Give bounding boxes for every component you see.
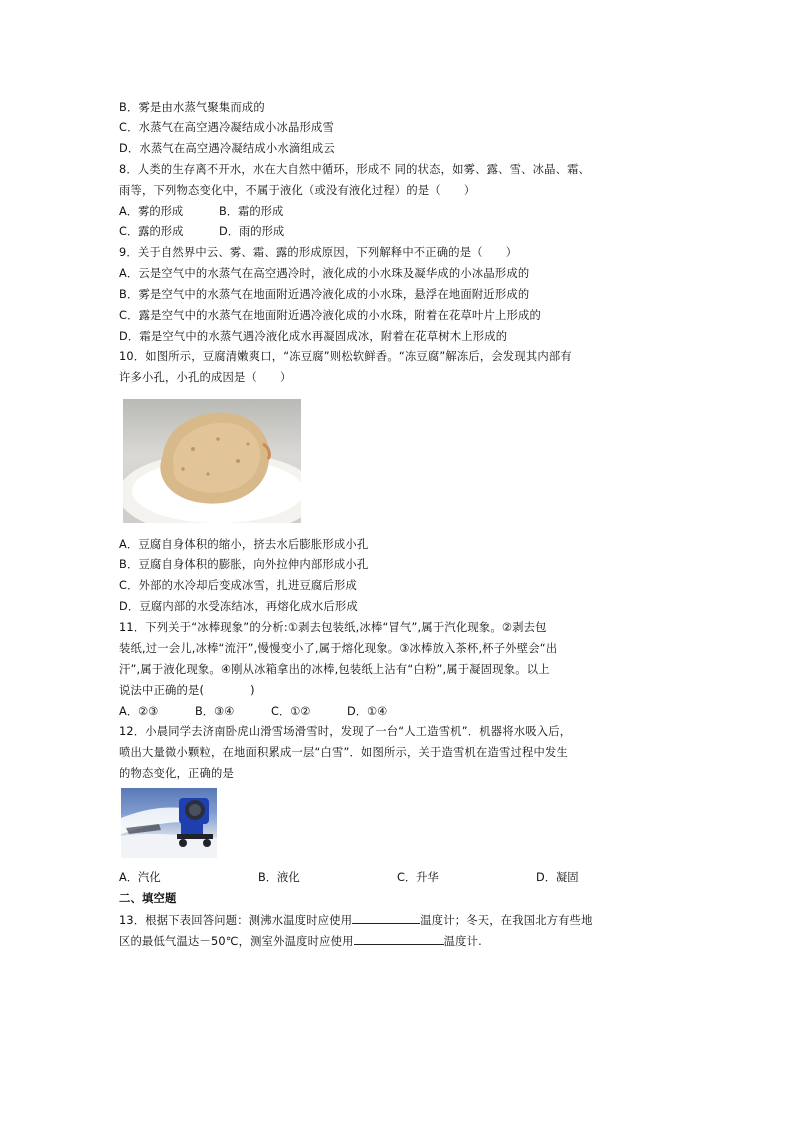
- question-8-text: 8．人类的生存离不开水，水在大自然中循环，形成不 同的状态，如雾、露、雪、冰晶、霜、: [119, 163, 591, 176]
- option-line: D．水蒸气在高空遇冷凝结成小水滴组成云: [119, 142, 335, 155]
- question-13-part: 13．根据下表回答问题：测沸水温度时应使用: [119, 914, 353, 927]
- option-b: B．液化: [258, 871, 300, 884]
- question-12-options: [119, 871, 579, 885]
- question-11-text: 11．下列关于“冰棒现象”的分析:①剥去包装纸,冰棒“冒气”,属于汽化现象。②剥去包: [119, 621, 547, 634]
- question-11-text: 装纸,过一会儿,冰棒“流汗”,慢慢变小了,属于熔化现象。③冰棒放入茶杯,杯子外壁会“出: [119, 642, 558, 655]
- frozen-tofu-photo: [123, 399, 301, 523]
- tofu-illustration: [123, 399, 301, 523]
- option-b: B．霜的形成: [219, 205, 284, 218]
- question-11-text: 说法中正确的是( ): [119, 684, 255, 697]
- option-d: D．雨的形成: [219, 225, 285, 238]
- option-b: B．③④: [195, 705, 235, 718]
- option-line: C．水蒸气在高空遇冷凝结成小冰晶形成雪: [119, 121, 335, 134]
- answer-blank[interactable]: [354, 933, 444, 945]
- option-a: A．云是空气中的水蒸气在高空遇冷时，液化成的小水珠及凝华成的小冰晶形成的: [119, 267, 530, 280]
- option-a: A．豆腐自身体积的缩小，挤去水后膨胀形成小孔: [119, 538, 369, 551]
- option-d: D．①④: [347, 705, 388, 718]
- question-13-text: [119, 912, 593, 928]
- option-a: A．汽化: [119, 871, 161, 884]
- question-12-text: 的物态变化，正确的是: [119, 767, 234, 780]
- question-13-part: 温度计；冬天，在我国北方有些地: [420, 914, 593, 927]
- option-line: B．雾是由水蒸气聚集而成的: [119, 101, 265, 114]
- question-13-part: 区的最低气温达－50℃，测室外温度时应使用: [119, 935, 354, 948]
- option-d: D．凝固: [536, 871, 579, 884]
- question-8-options: [119, 205, 283, 219]
- snow-machine-illustration: [121, 788, 217, 858]
- question-13-text: [119, 933, 482, 949]
- option-a: A．雾的形成: [119, 205, 184, 218]
- answer-blank[interactable]: [352, 912, 420, 924]
- option-b: B．豆腐自身体积的膨胀，向外拉伸内部形成小孔: [119, 558, 369, 571]
- question-12-text: 喷出大量微小颗粒，在地面积累成一层“白雪”．如图所示，关于造雪机在造雪过程中发生: [119, 746, 568, 759]
- section-heading: 二、填空题: [119, 892, 177, 905]
- option-d: D．霜是空气中的水蒸气遇冷液化成水再凝固成冰，附着在花草树木上形成的: [119, 330, 508, 343]
- option-c: C．①②: [271, 705, 311, 718]
- question-11-text: 汗”,属于液化现象。④刚从冰箱拿出的冰棒,包装纸上沾有“白粉”,属于凝固现象。以上: [119, 663, 550, 676]
- question-9-text: 9．关于自然界中云、雾、霜、露的形成原因，下列解释中不正确的是（ ）: [119, 246, 518, 259]
- question-12-text: 12．小晨同学去济南卧虎山滑雪场滑雪时，发现了一台“人工造雪机”．机器将水吸入后，: [119, 725, 572, 738]
- question-13-part: 温度计.: [443, 935, 482, 948]
- option-a: A．②③: [119, 705, 159, 718]
- question-10-text: 10．如图所示，豆腐清嫩爽口，“冻豆腐”则松软鲜香。“冻豆腐”解冻后，会发现其内部有: [119, 350, 572, 363]
- option-c: C．外部的水冷却后变成冰雪，扎进豆腐后形成: [119, 579, 358, 592]
- option-c: C．露是空气中的水蒸气在地面附近遇冷液化成的小水珠，附着在花草叶片上形成的: [119, 309, 541, 322]
- snow-machine-photo: [121, 788, 217, 858]
- option-c: C．升华: [397, 871, 439, 884]
- question-10-text: 许多小孔，小孔的成因是（ ）: [119, 371, 292, 384]
- option-c: C．露的形成: [119, 225, 184, 238]
- option-d: D．豆腐内部的水受冻结冰，再熔化成水后形成: [119, 600, 358, 613]
- option-b: B．雾是空气中的水蒸气在地面附近遇冷液化成的小水珠，悬浮在地面附近形成的: [119, 288, 530, 301]
- question-11-options: [119, 705, 387, 719]
- question-8-options: [119, 225, 284, 239]
- question-8-text: 雨等，下列物态变化中，不属于液化（或没有液化过程）的是（ ）: [119, 184, 476, 197]
